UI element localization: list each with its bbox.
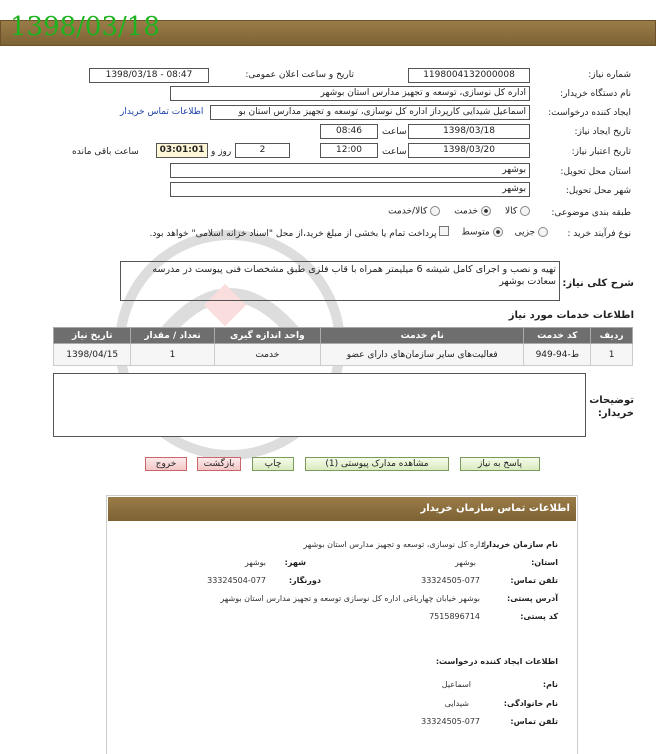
buyer-notes-label: توضیحات خریدار: xyxy=(589,395,634,419)
cat-goods-label: کالا xyxy=(504,206,518,217)
c-postal-value: 7515896714 xyxy=(429,612,480,621)
created-time-label: ساعت xyxy=(382,127,407,137)
province-field: بوشهر xyxy=(170,163,530,178)
created-date-label: تاریخ ایجاد نیاز: xyxy=(574,127,631,137)
date-stamp: 1398/03/18 xyxy=(10,12,160,42)
page-title: جزئیات اطلاعات نیاز xyxy=(543,7,644,18)
c-postal-label: کد پستی: xyxy=(520,612,558,621)
c-phone-label: تلفن تماس: xyxy=(510,576,558,585)
days-field: 2 xyxy=(235,143,290,158)
services-cell-col-row: 1 xyxy=(591,344,633,366)
valid-date-label: تاریخ اعتبار نیاز: xyxy=(571,147,631,157)
city-label: شهر محل تحویل: xyxy=(565,186,631,196)
pur-medium-option[interactable] xyxy=(461,227,502,238)
c-address-value: بوشهر خیابان چهارباغی اداره کل نوسازی توسعه و تجهیز مدارس استان بوشهر xyxy=(220,594,480,603)
days-label: روز و xyxy=(211,147,232,157)
need-number-field: 1198004132000008 xyxy=(408,68,530,83)
summary-label: شرح کلی نیاز: xyxy=(562,278,634,289)
cat-goods-radio[interactable] xyxy=(520,206,530,216)
services-table xyxy=(53,327,633,366)
remaining-label: ساعت باقی مانده xyxy=(72,147,139,157)
pur-medium-radio[interactable] xyxy=(493,227,503,237)
category-options xyxy=(350,206,530,217)
announce-label: تاریخ و ساعت اعلان عمومی: xyxy=(245,70,354,80)
need-number-label: شماره نیاز: xyxy=(588,70,631,80)
attachments-button[interactable]: مشاهده مدارک پیوستی (1) xyxy=(305,457,449,471)
c-province-label: استان: xyxy=(531,558,558,567)
pur-partial-option[interactable] xyxy=(515,227,548,238)
cat-service-option[interactable] xyxy=(454,206,491,217)
table-row xyxy=(54,344,633,366)
buyer-notes-box xyxy=(53,373,586,437)
pur-partial-radio[interactable] xyxy=(538,227,548,237)
c-creator-section: اطلاعات ایجاد کننده درخواست: xyxy=(435,657,558,666)
purchase-options xyxy=(70,226,548,239)
cat-both-option[interactable] xyxy=(388,206,440,217)
valid-date-field: 1398/03/20 xyxy=(408,143,530,158)
print-button[interactable]: چاپ xyxy=(252,457,294,471)
back-button[interactable]: بازگشت xyxy=(197,457,241,471)
creator-field: اسماعیل شیدایی کارپرداز اداره کل نوسازی، توسعه و تجهیز مدارس استان بو xyxy=(210,105,530,120)
c-name-value: اسماعیل xyxy=(441,680,471,689)
exit-button[interactable]: خروج xyxy=(145,457,187,471)
created-time-field: 08:46 xyxy=(320,124,378,139)
services-header-col-code: کد خدمت xyxy=(524,328,591,344)
remaining-time-field: 03:01:01 xyxy=(156,143,208,158)
valid-time-label: ساعت xyxy=(382,147,407,157)
pur-medium-label: متوسط xyxy=(461,227,490,238)
cat-both-radio[interactable] xyxy=(430,206,440,216)
c-org-value: اداره کل نوسازی، توسعه و تجهیز مدارس استان بوشهر xyxy=(303,540,486,549)
services-cell-col-code: ط-94-949 xyxy=(524,344,591,366)
cat-service-label: خدمت xyxy=(454,206,479,217)
payment-checkbox[interactable] xyxy=(439,226,449,236)
services-cell-col-date: 1398/04/15 xyxy=(54,344,131,366)
c-phone-value: 33324505-077 xyxy=(421,576,480,585)
category-label: طبقه بندی موضوعی: xyxy=(551,208,631,218)
buyer-org-field: اداره کل نوسازی، توسعه و تجهیز مدارس استان بوشهر xyxy=(170,86,530,101)
c-family-value: شیدایی xyxy=(444,699,469,708)
contact-card xyxy=(106,495,578,754)
reply-button[interactable]: پاسخ به نیاز xyxy=(460,457,540,471)
services-header-col-name: نام خدمت xyxy=(321,328,524,344)
created-date-field: 1398/03/18 xyxy=(408,124,530,139)
c-city-label: شهر: xyxy=(284,558,306,567)
announce-field: 1398/03/18 - 08:47 xyxy=(89,68,209,83)
contact-info-link[interactable]: اطلاعات تماس خریدار xyxy=(120,107,204,117)
cat-goods-option[interactable] xyxy=(505,206,530,217)
services-header-col-date: تاریخ نیاز xyxy=(54,328,131,344)
purchase-label: نوع فرآیند خرید : xyxy=(567,229,631,239)
c-name-label: نام: xyxy=(542,680,558,689)
valid-time-field: 12:00 xyxy=(320,143,378,158)
pur-partial-label: جزیی xyxy=(514,227,536,238)
cat-service-radio[interactable] xyxy=(481,206,491,216)
summary-textarea: تهیه و نصب و اجرای کامل شیشه 6 میلیمتر همراه با قاب فلزی طبق مشخصات فنی پیوست در مدرسه سعادت بوشهر xyxy=(120,261,560,301)
c-city-value: بوشهر xyxy=(244,558,266,567)
c-org-label: نام سازمان خریدار: xyxy=(481,540,558,549)
services-cell-col-qty: 1 xyxy=(131,344,214,366)
services-header-col-row: ردیف xyxy=(591,328,633,344)
cat-both-label: کالا/خدمت xyxy=(388,206,428,217)
contact-card-title: اطلاعات تماس سازمان خریدار xyxy=(420,503,570,514)
services-header-col-qty: تعداد / مقدار xyxy=(131,328,214,344)
c-fax-label: دورنگار: xyxy=(288,576,321,585)
c-cphone-label: تلفن تماس: xyxy=(510,717,558,726)
creator-label: ایجاد کننده درخواست: xyxy=(548,108,631,118)
buyer-org-label: نام دستگاه خریدار: xyxy=(560,89,631,99)
c-cphone-value: 33324505-077 xyxy=(421,717,480,726)
c-family-label: نام خانوادگی: xyxy=(503,699,558,708)
c-address-label: آدرس پستی: xyxy=(507,594,558,603)
province-label: استان محل تحویل: xyxy=(560,167,631,177)
c-province-value: بوشهر xyxy=(454,558,476,567)
payment-note: پرداخت تمام یا بخشی از مبلغ خرید،از محل "اسناد خزانه اسلامی" خواهد بود. xyxy=(149,229,437,239)
services-cell-col-unit: خدمت xyxy=(214,344,320,366)
c-fax-value: 33324504-077 xyxy=(207,576,266,585)
services-cell-col-name: فعالیت‌های سایر سازمان‌های دارای عضو xyxy=(321,344,524,366)
city-field: بوشهر xyxy=(170,182,530,197)
payment-option[interactable] xyxy=(150,226,450,239)
services-title: اطلاعات خدمات مورد نیاز xyxy=(508,310,634,321)
services-header-col-unit: واحد اندازه گیری xyxy=(214,328,320,344)
